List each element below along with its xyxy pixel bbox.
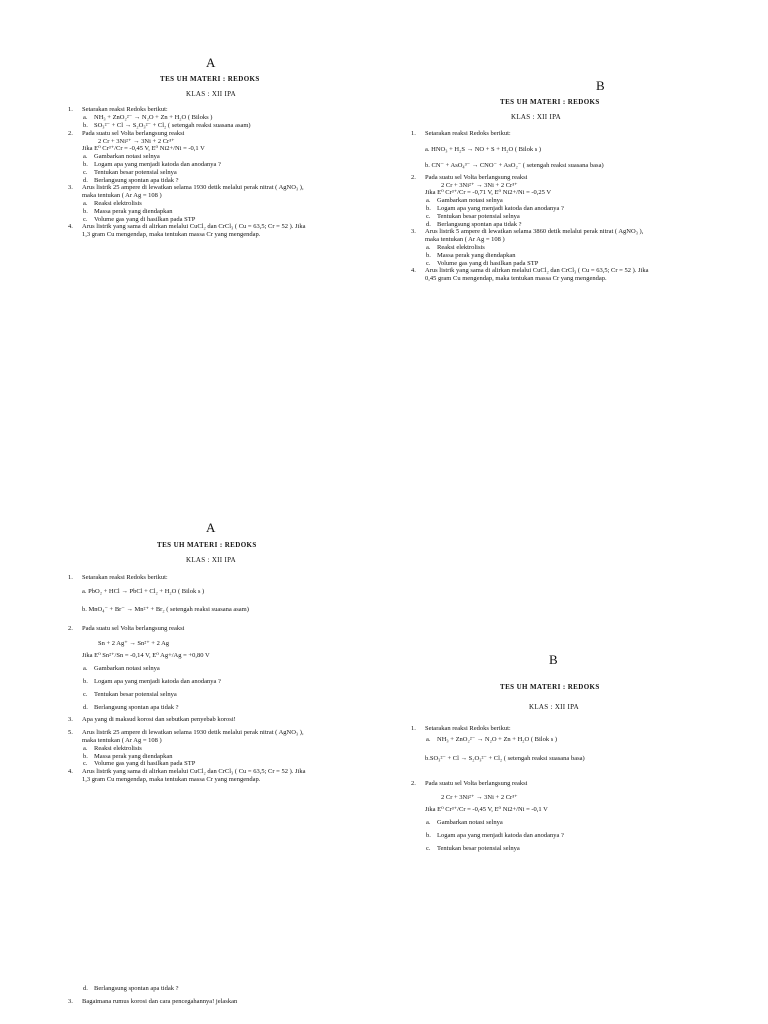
question-2: 2. Pada suatu sel Volta berlangsung reaksi bbox=[68, 129, 185, 137]
question-2-equation: Sn + 2 Ag⁺ → Sn²⁺ + 2 Ag bbox=[98, 639, 170, 647]
question-3: 3. Arus listrik 5 ampere di lewatkan selama 3860 detik melalui perak nitrat ( AgNO₃ ), bbox=[411, 228, 644, 236]
question-4: 4. Arus listrik yang sama di alirkan melalui CuCl₂ dan CrCl₃ ( Cu = 63,5; Cr = 52 ). Jika bbox=[68, 768, 306, 776]
question-2d: d. Berlangsung spontan apa tidak ? bbox=[83, 176, 179, 184]
question-1a: a. HNO₃ + H₂S → NO + S + H₂O ( Bilok s ) bbox=[425, 146, 542, 154]
question-2c: c. Tentukan besar potensial selnya bbox=[426, 844, 520, 852]
question-4-cont: 0,45 gram Cu mengendap, maka tentukan massa Cr yang mengendap. bbox=[425, 275, 607, 283]
sheet-b-bottom bbox=[411, 652, 751, 853]
question-2-equation: 2 Cr + 3Ni²⁺ → 3Ni + 2 Cr³⁺ bbox=[441, 793, 518, 801]
question-1: 1. Setarakan reaksi Redoks berikut: bbox=[411, 725, 511, 733]
sheet-klas: KLAS : XII IPA bbox=[186, 555, 237, 564]
question-5-cont: maka tentukan ( Ar Ag = 108 ) bbox=[82, 736, 162, 744]
question-2c: c. Tentukan besar potensial selnya bbox=[426, 212, 520, 220]
question-2-equation: 2 Cr + 3Ni²⁺ → 3Ni + 2 Cr³⁺ bbox=[441, 181, 518, 189]
question-2b: b. Logam apa yang menjadi katoda dan anodanya ? bbox=[426, 204, 564, 212]
question-2-potential: Jika E⁰ Cr³⁺/Cr = -0,71 V, E⁰ Ni2+/Ni = -0,25 V bbox=[425, 189, 552, 197]
question-3a: a. Reaksi elektrolisis bbox=[426, 243, 485, 251]
question-2-potential: Jika E⁰ Cr³⁺/Cr = -0,45 V, E⁰ Ni2+/Ni = -0,1 V bbox=[425, 806, 548, 814]
question-2d: d. Berlangsung spontan apa tidak ? bbox=[426, 220, 522, 228]
question-1b: b. MnO₄⁻ + Br⁻ → Mn²⁺ + Br₂ ( setengah reaksi suasana asam) bbox=[82, 605, 249, 613]
question-2d: d. Berlangsung spontan apa tidak ? bbox=[83, 703, 179, 711]
footer-question-3: 3. Bagaimana rumus korosi dan cara pencegahannya! jelaskan bbox=[68, 997, 238, 1005]
question-2-potential: Jika E⁰ Cr³⁺/Cr = -0,45 V, E⁰ Ni2+/Ni = -0,1 V bbox=[82, 145, 205, 153]
sheet-letter: A bbox=[206, 520, 216, 535]
question-4-cont: 1,3 gram Cu mengendap, maka tentukan massa Cr yang mengendap. bbox=[82, 775, 261, 783]
question-1: 1. Setarakan reaksi Redoks berikut: bbox=[68, 106, 168, 114]
question-2: 2. Pada suatu sel Volta berlangsung reaksi bbox=[68, 624, 185, 632]
sheet-title: TES UH MATERI : REDOKS bbox=[157, 540, 257, 549]
question-1a: a. NH₃ + ZnO₂²⁻ → N₂O + Zn + H₂O ( Bilok s ) bbox=[426, 736, 558, 744]
question-3-cont: maka tentukan ( Ar Ag = 108 ) bbox=[82, 192, 162, 200]
question-5: 5. Arus listrik 25 ampere di lewatkan selama 1930 detik melalui perak nitrat ( AgNO₃ ), bbox=[68, 729, 304, 737]
sheet-klas: KLAS : XII IPA bbox=[529, 702, 580, 711]
question-3c: c. Volume gas yang di hasilkan pada STP bbox=[83, 215, 196, 223]
question-1a: a. PbO₂ + HCl → PbCl + Cl₂ + H₂O ( Bilok s ) bbox=[82, 588, 205, 596]
sheet-title: TES UH MATERI : REDOKS bbox=[160, 74, 260, 83]
question-4: 4. Arus listrik yang sama di alirkan melalui CuCl₂ dan CrCl₃ ( Cu = 63,5; Cr = 52 ). Jika bbox=[411, 267, 649, 275]
question-2c: c. Tentukan besar potensial selnya bbox=[83, 168, 177, 176]
sheet-a-top bbox=[68, 55, 378, 239]
question-5a: a. Reaksi elektrolisis bbox=[83, 744, 142, 752]
sheet-title: TES UH MATERI : REDOKS bbox=[500, 682, 600, 691]
question-3: 3. Apa yang di maksud korosi dan sebutkan penyebab korosi! bbox=[68, 716, 236, 724]
sheet-klas: KLAS : XII IPA bbox=[511, 112, 562, 121]
question-2b: b. Logam apa yang menjadi katoda dan anodanya ? bbox=[83, 160, 221, 168]
question-2-equation: 2 Cr + 3Ni²⁺ → 3Ni + 2 Cr³⁺ bbox=[98, 137, 175, 145]
question-2a: a. Gambarkan notasi selnya bbox=[83, 665, 160, 673]
question-2: 2. Pada suatu sel Volta berlangsung reaksi bbox=[411, 173, 528, 181]
question-1b: b. CN⁻ + AsO₄³⁻ → CNO⁻ + AsO₂⁻ ( setengah reaksi suasana basa) bbox=[425, 161, 604, 169]
question-2a: a. Gambarkan notasi selnya bbox=[83, 153, 160, 161]
question-3b: b. Massa perak yang diendapkan bbox=[426, 251, 516, 259]
question-2b: b. Logam apa yang menjadi katoda dan anodanya ? bbox=[83, 677, 221, 685]
question-1: 1. Setarakan reaksi Redoks berikut: bbox=[411, 130, 511, 138]
question-2b: b. Logam apa yang menjadi katoda dan anodanya ? bbox=[426, 831, 564, 839]
question-2: 2. Pada suatu sel Volta berlangsung reaksi bbox=[411, 779, 528, 787]
question-2a: a. Gambarkan notasi selnya bbox=[426, 197, 503, 205]
question-3a: a. Reaksi elektrolisis bbox=[83, 199, 142, 207]
question-1b: b. SO₃²⁻ + Cl → S₂O₃²⁻ + Cl₂ ( setengah reaksi suasana asam) bbox=[83, 121, 251, 129]
footer-overflow bbox=[68, 985, 468, 1006]
question-3-cont: maka tentukan ( Ar Ag = 108 ) bbox=[425, 236, 505, 244]
footer-question-d: d. Berlangsung spontan apa tidak ? bbox=[83, 985, 179, 992]
question-3c: c. Volume gas yang di hasilkan pada STP bbox=[426, 259, 539, 267]
question-1: 1. Setarakan reaksi Redoks berikut: bbox=[68, 574, 168, 582]
sheet-b-top bbox=[411, 78, 751, 283]
sheet-title: TES UH MATERI : REDOKS bbox=[500, 97, 600, 106]
question-2a: a. Gambarkan notasi selnya bbox=[426, 819, 503, 827]
sheet-a-bottom bbox=[68, 520, 378, 784]
sheet-letter: A bbox=[206, 55, 216, 70]
question-5c: c. Volume gas yang di hasilkan pada STP bbox=[83, 760, 196, 768]
sheet-klas: KLAS : XII IPA bbox=[186, 89, 237, 98]
question-5b: b. Massa perak yang diendapkan bbox=[83, 752, 173, 760]
question-4-cont: 1,3 gram Cu mengendap, maka tentukan massa Cr yang mengendap. bbox=[82, 231, 261, 239]
question-1b: b.SO₃²⁻ + Cl → S₂O₃²⁻ + Cl₂ ( setengah reaksi suasana basa) bbox=[425, 754, 585, 762]
question-4: 4. Arus listrik yang sama di alirkan melalui CuCl₂ dan CrCl₃ ( Cu = 63,5; Cr = 52 ). Jika bbox=[68, 223, 306, 231]
question-2c: c. Tentukan besar potensial selnya bbox=[83, 690, 177, 698]
question-3: 3. Arus listrik 25 ampere di lewatkan selama 1930 detik melalui perak nitrat ( AgNO₃ ), bbox=[68, 184, 304, 192]
sheet-letter: B bbox=[596, 78, 605, 93]
question-3b: b. Massa perak yang diendapkan bbox=[83, 207, 173, 215]
question-1a: a. NH₃ + ZnO₂²⁻ → N₂O + Zn + H₂O ( Biloks ) bbox=[83, 114, 213, 122]
sheet-letter: B bbox=[549, 652, 558, 667]
question-2-potential: Jika E⁰ Sn²⁺/Sn = -0,14 V, E⁰ Ag+/Ag = +0,80 V bbox=[82, 652, 210, 660]
